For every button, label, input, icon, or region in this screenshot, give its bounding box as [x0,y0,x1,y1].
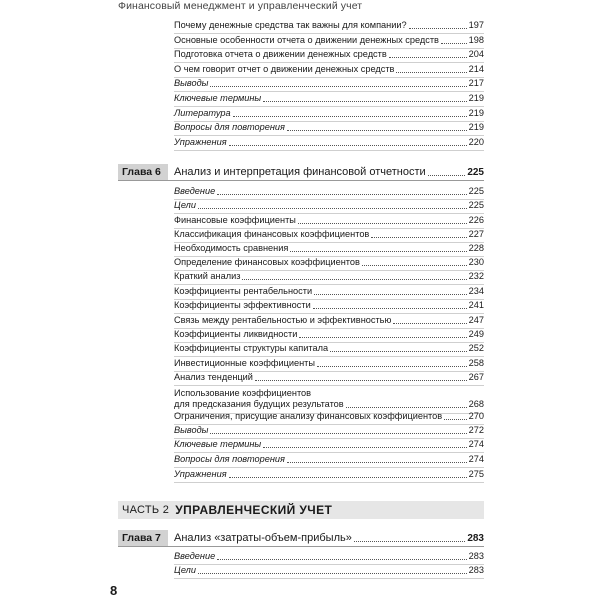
leader-dots [290,251,466,252]
toc-entry-page: 267 [468,372,484,382]
toc-entry-title: Литература [174,107,231,118]
toc-entry [174,200,484,211]
toc-entry [174,329,484,340]
toc-entry [174,108,484,119]
leader-dots [354,541,465,542]
toc-entry [174,49,484,60]
leader-dots [444,419,467,420]
chapter-title: Анализ «затраты-объем-прибыль» [174,532,352,544]
leader-dots [263,447,466,448]
toc-entry-page: 230 [468,257,484,267]
part-label: ЧАСТЬ 2 [122,504,170,516]
toc-entry [174,388,484,410]
row-divider [174,482,484,483]
toc-entry-title: Введение [174,186,216,196]
toc-entry [174,565,484,576]
leader-dots [346,407,467,408]
leader-dots [299,337,466,338]
chapter-title: Анализ и интерпретация финансовой отчетности [174,166,426,178]
toc-entry-page: 225 [468,186,484,196]
leader-dots [409,28,467,29]
toc-entry-page: 258 [468,358,484,368]
toc-entry-title: Вопросы для повторения [174,454,285,464]
toc-entry-title: Коэффициенты ликвидности [174,329,298,339]
row-divider [174,467,484,468]
toc-entry [174,372,484,383]
toc-entry [174,186,484,197]
toc-entry [174,229,484,240]
leader-dots [217,194,466,195]
toc-entry [174,469,484,480]
toc-entry [174,358,484,369]
chapter-page: 225 [467,166,484,178]
leader-dots [242,279,466,280]
row-divider [174,578,484,579]
leader-dots [287,130,467,131]
toc-entry-page: 227 [468,229,484,239]
toc-entry-title: Краткий анализ [174,271,241,281]
toc-entry-title: Связь между рентабельностью и эффективностью [174,315,392,325]
chapter-heading [118,530,484,547]
toc-entry [174,300,484,311]
leader-dots [217,559,466,560]
toc-entry-title [174,388,344,410]
toc-entry-page: 234 [468,286,484,296]
toc-entry-title: Выводы [174,425,209,435]
toc-entry-page: 272 [468,425,484,435]
toc-entry-title: Коэффициенты эффективности [174,300,311,310]
leader-dots [229,145,467,146]
toc-entry-page: 228 [468,243,484,253]
toc-entry-title: Выводы [174,78,209,89]
chapter-page: 283 [467,532,484,544]
toc-entry-page: 283 [468,551,484,561]
toc-entry-page: 247 [468,315,484,325]
toc-entry-page: 226 [468,215,484,225]
row-divider [174,313,484,314]
toc-entry-page: 219 [468,93,484,103]
toc-entry-page: 219 [468,107,484,118]
toc-entry [174,35,484,46]
row-divider [174,356,484,357]
toc-entry-page: 252 [468,343,484,353]
toc-entry-page: 219 [468,122,484,133]
row-divider [174,213,484,214]
toc-entry-page: 225 [468,200,484,210]
leader-dots [255,380,467,381]
toc-entry [174,137,484,148]
running-head: Финансовый менеджмент и управленческий учет [118,0,363,12]
toc-entry [174,122,484,133]
toc-entry [174,454,484,465]
toc-entry [174,271,484,282]
leader-dots [210,86,466,87]
toc-entry-title: Анализ тенденций [174,372,253,382]
toc-entry [174,243,484,254]
toc-entry-title: Вопросы для повторения [174,122,285,133]
toc-entry-page: 220 [468,136,484,147]
toc-entry-title-line2: для предсказания будущих результатов [174,399,344,409]
toc-entry-page: 217 [468,78,484,89]
toc-entry [174,439,484,450]
part-heading [118,501,484,519]
toc-entry [174,343,484,354]
leader-dots [287,462,467,463]
toc-entry-title: Ключевые термины [174,439,262,449]
leader-dots [210,433,466,434]
toc-entry-title: Почему денежные средства так важны для компании? [174,20,407,30]
toc-entry-title: Основные особенности отчета о движении денежных средств [174,34,439,45]
toc-entry [174,425,484,436]
row-divider [174,150,484,151]
toc-entry-page: 268 [468,399,484,409]
toc-entry-title: О чем говорит отчет о движении денежных средств [174,63,395,74]
toc-entry-page: 249 [468,329,484,339]
toc-entry-title: Необходимость сравнения [174,243,289,253]
leader-dots [389,57,467,58]
toc-entry-title: Классификация финансовых коэффициентов [174,229,370,239]
leader-dots [263,101,466,102]
row-divider [174,452,484,453]
leader-dots [313,308,467,309]
toc-entry-page: 270 [468,411,484,421]
toc-entry [174,411,484,422]
toc-entry-title: Упражнения [174,469,227,479]
chapter-heading [118,164,484,181]
leader-dots [198,208,467,209]
toc-entry-page: 274 [468,439,484,449]
toc-entry-page: 198 [468,34,484,45]
toc-entry [174,78,484,89]
toc-entry-title: Коэффициенты рентабельности [174,286,313,296]
toc-entry [174,315,484,326]
chapter-label: Глава 7 [118,530,168,546]
toc-entry-page: 241 [468,300,484,310]
toc-entry [174,257,484,268]
toc-entry-page: 274 [468,454,484,464]
toc-entry [174,286,484,297]
leader-dots [330,351,467,352]
toc-entry [174,551,484,562]
toc-entry-page: 204 [468,49,484,60]
leader-dots [233,116,467,117]
toc-entry-page: 232 [468,271,484,281]
row-divider [174,385,484,386]
row-divider [174,284,484,285]
leader-dots [428,175,466,176]
toc-entry-title: Цели [174,565,196,575]
leader-dots [229,477,467,478]
leader-dots [371,237,466,238]
toc-entry [174,64,484,75]
toc-entry-title: Упражнения [174,136,227,147]
toc-entry [174,20,484,31]
toc-entry-page: 275 [468,469,484,479]
toc-entry-title: Ограничения, присущие анализу финансовых коэффициентов [174,411,443,421]
toc-entry-page: 283 [468,565,484,575]
toc-entry-page: 197 [468,20,484,30]
leader-dots [362,265,467,266]
leader-dots [396,72,466,73]
part-title: УПРАВЛЕНЧЕСКИЙ УЧЕТ [175,503,333,517]
leader-dots [198,573,467,574]
toc-entry [174,93,484,104]
page-number: 8 [110,583,118,598]
toc-entry-title: Финансовые коэффициенты [174,215,296,225]
toc-entry-page: 214 [468,63,484,74]
toc-entry-title: Подготовка отчета о движении денежных средств [174,49,387,60]
toc-entry-title: Коэффициенты структуры капитала [174,343,329,353]
toc-entry-title: Инвестиционные коэффициенты [174,358,315,368]
leader-dots [441,43,467,44]
leader-dots [314,294,467,295]
toc-entry [174,215,484,226]
chapter-label: Глава 6 [118,164,168,180]
leader-dots [317,366,467,367]
leader-dots [393,323,466,324]
toc-entry-title: Ключевые термины [174,93,262,103]
toc-entry-title: Введение [174,551,216,561]
leader-dots [298,223,467,224]
toc-entry-title-line1: Использование коэффициентов [174,388,312,398]
toc-entry-title: Определение финансовых коэффициентов [174,257,360,267]
toc-entry-title: Цели [174,200,196,210]
